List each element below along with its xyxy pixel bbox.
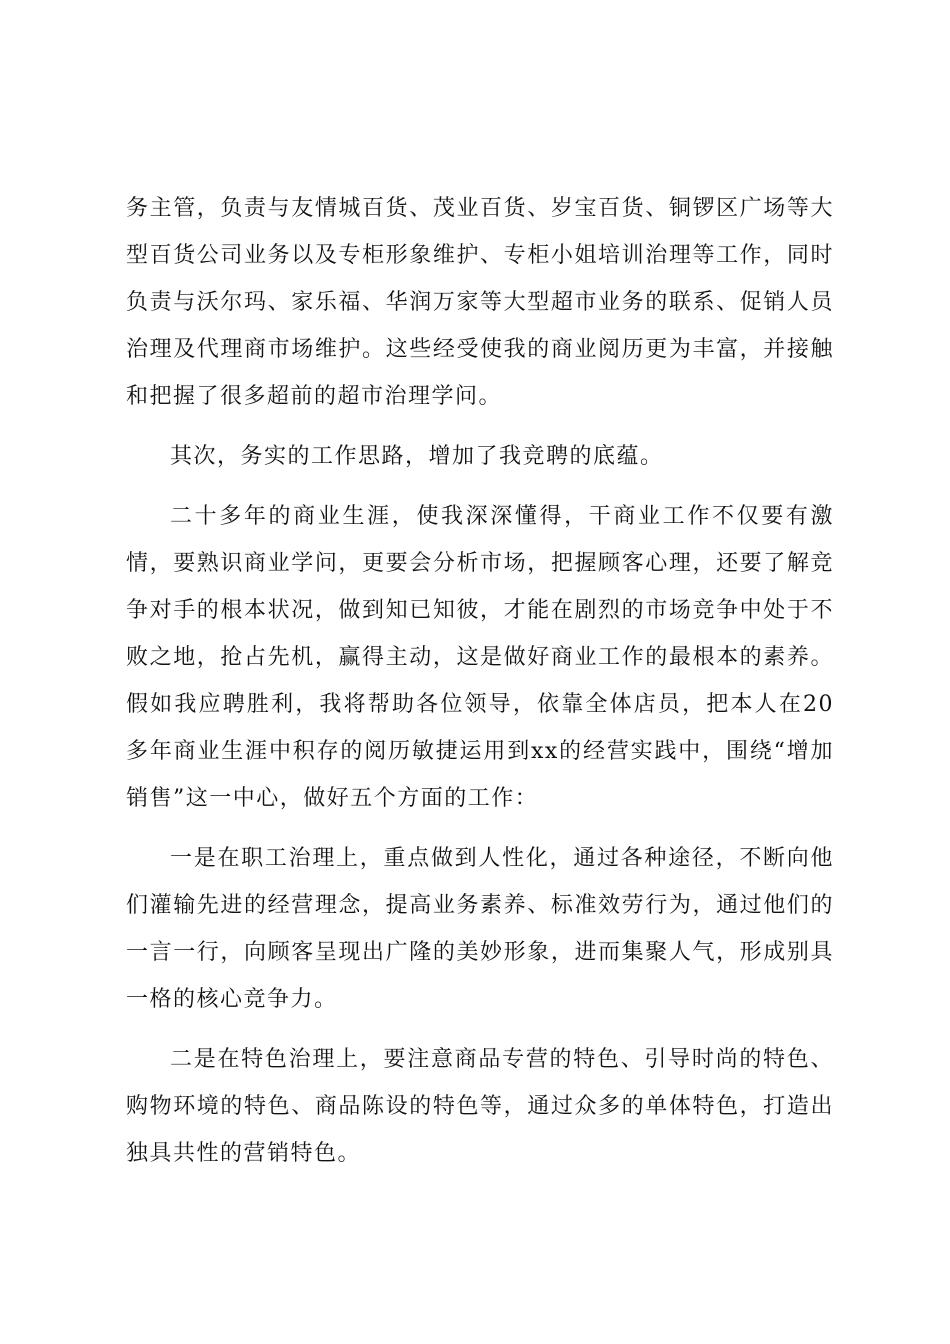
document-body xyxy=(126,185,834,1190)
paragraph-4: 一是在职工治理上，重点做到人性化，通过各种途径，不断向他们灌输先进的经营理念，提高业务素养、标准效劳行为，通过他们的一言一行，向顾客呈现出广隆的美妙形象，进而集聚人气，形成别具一格的核心竞争力。 xyxy=(126,846,834,1012)
paragraph-3: 二十多年的商业生涯，使我深深懂得，干商业工作不仅要有激情，要熟识商业学问，更要会分析市场，把握顾客心理，还要了解竞争对手的根本状况，做到知已知彼，才能在剧烈的市场竞争中处于不败之地，抢占先机，赢得主动，这是做好商业工作的最根本的素养。假如我应聘胜利，我将帮助各位领导，依靠全体店员，把本人在20多年商业生涯中积存的阅历敏捷运用到xx的经营实践中，围绕“增加销售”这一中心，做好五个方面的工作： xyxy=(126,504,834,811)
paragraph-1: 务主管，负责与友情城百货、茂业百货、岁宝百货、铜锣区广场等大型百货公司业务以及专柜形象维护、专柜小姐培训治理等工作，同时负责与沃尔玛、家乐福、华润万家等大型超市业务的联系、促销人员治理及代理商市场维护。这些经受使我的商业阅历更为丰富，并接触和把握了很多超前的超市治理学问。 xyxy=(126,196,834,409)
paragraph-2: 其次，务实的工作思路，增加了我竞聘的底蕴。 xyxy=(170,444,664,469)
paragraph-5: 二是在特色治理上，要注意商品专营的特色、引导时尚的特色、购物环境的特色、商品陈设的特色等，通过众多的单体特色，打造出独具共性的营销特色。 xyxy=(126,1047,834,1166)
